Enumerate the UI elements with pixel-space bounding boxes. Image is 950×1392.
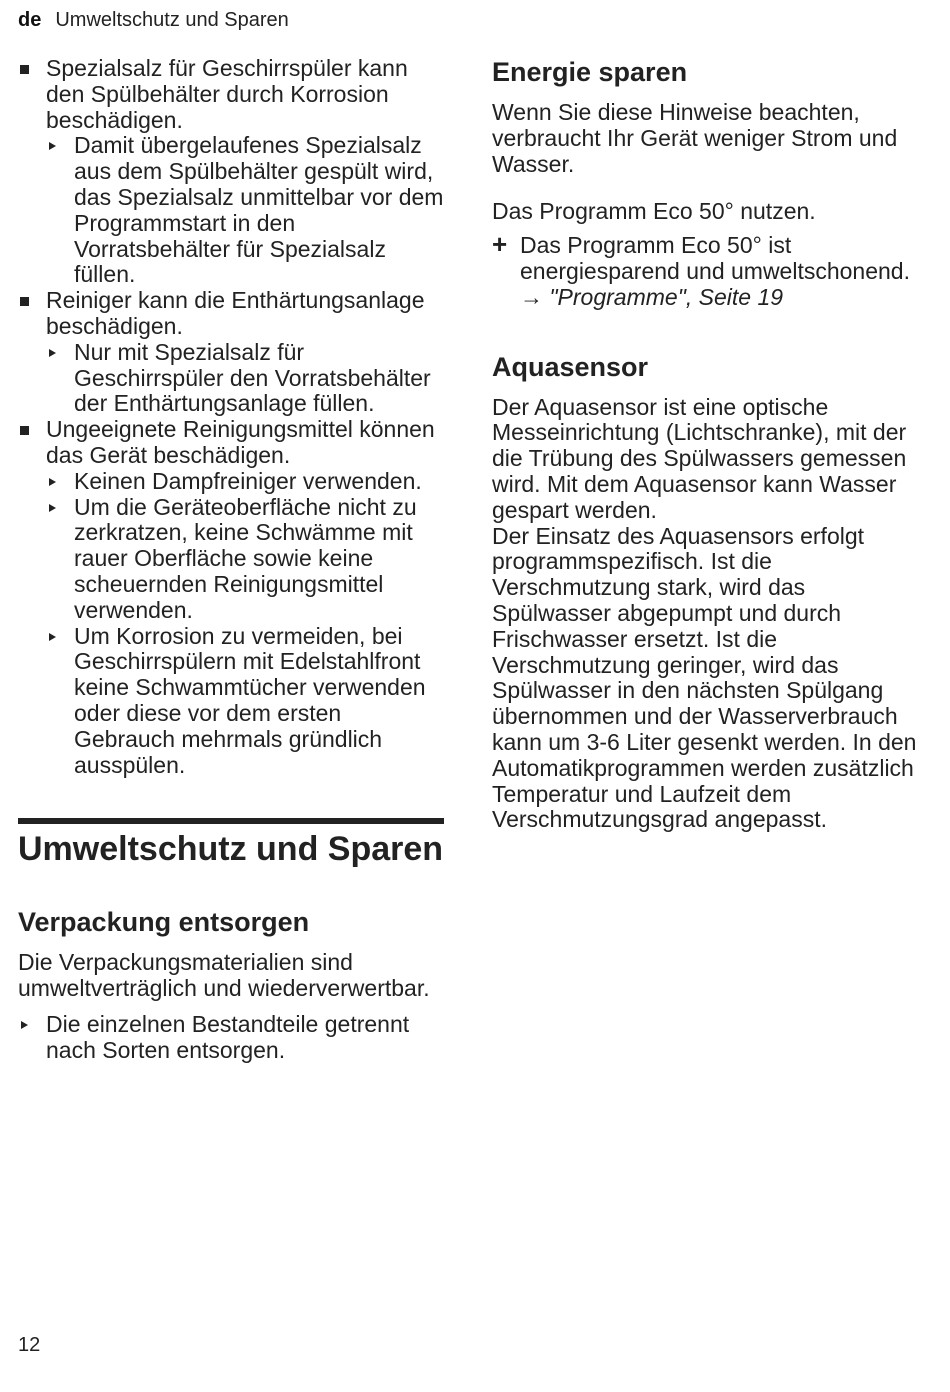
step-list xyxy=(18,469,444,779)
chapter-title: Umweltschutz und Sparen xyxy=(18,830,444,869)
page-number: 12 xyxy=(18,1334,41,1356)
verpackung-text: Die Verpackungsmaterialien sind umweltverträglich und wiederverwertbar. xyxy=(18,949,430,1002)
energie-benefit xyxy=(492,229,922,310)
section-title-verpackung: Verpackung entsorgen xyxy=(18,907,310,938)
verpackung-step: Die einzelnen Bestandteile getrennt nach Sorten entsorgen. xyxy=(18,1012,444,1064)
page-header xyxy=(18,8,289,32)
step-list xyxy=(18,133,444,288)
energie-tip: Das Programm Eco 50° nutzen. xyxy=(492,198,816,225)
warning-item: Spezialsalz für Geschirrspüler kann den Spülbehälter durch Korrosion beschädigen. xyxy=(18,56,444,133)
step-item: Keinen Dampfreiniger verwenden. xyxy=(46,469,444,495)
right-column xyxy=(492,56,922,833)
step-item: Nur mit Spezialsalz für Geschirrspüler den Vorratsbehälter der Enthärtungsanlage füllen. xyxy=(46,340,444,417)
cross-reference[interactable] xyxy=(520,285,922,311)
aquasensor-paragraph-1: Der Aquasensor ist eine optische Messeinrichtung (Lichtschranke), mit der die Trübung des Spülwassers gemessen wird. Mit dem Aquasensor kann Wasser gespart werden. xyxy=(492,393,907,523)
language-code: de xyxy=(18,9,42,31)
cross-reference-text[interactable]: "Programme", Seite 19 xyxy=(549,283,784,310)
step-list xyxy=(18,340,444,417)
plus-icon: + xyxy=(492,229,508,260)
arrow-right-icon: → xyxy=(520,283,543,310)
running-head: Umweltschutz und Sparen xyxy=(55,9,289,31)
warning-item: Reiniger kann die Enthärtungsanlage beschädigen. xyxy=(18,288,444,340)
energie-intro: Wenn Sie diese Hinweise beachten, verbraucht Ihr Gerät weniger Strom und Wasser. xyxy=(492,99,898,177)
section-title-aquasensor: Aquasensor xyxy=(492,351,649,382)
step-item: Um Korrosion zu vermeiden, bei Geschirrspülern mit Edelstahlfront keine Schwammtücher verwenden oder diese vor dem ersten Gebrauch mehrmals gründlich ausspülen. xyxy=(46,624,444,779)
aquasensor-paragraph-2: Der Einsatz des Aquasensors erfolgt programmspezifisch. Ist die Verschmutzung stark, wird das Spülwasser abgepumpt und durch Frischwasser ersetzt. Ist die Verschmutzung geringer, wird das Spülwasser in den nächsten Spülgang übernommen und der Wasserverbrauch kann um 3-6 Liter gesenkt werden. In den Automatikprogrammen werden zusätzlich Temperatur und Laufzeit dem Verschmutzungsgrad angepasst. xyxy=(492,522,917,833)
warning-item: Ungeeignete Reinigungsmittel können das Gerät beschädigen. xyxy=(18,417,444,469)
section-title-energie: Energie sparen xyxy=(492,57,688,87)
left-column xyxy=(18,56,444,1064)
benefit-text: Das Programm Eco 50° ist energiesparend und umweltschonend. xyxy=(520,232,910,284)
step-item: Damit übergelaufenes Spezialsalz aus dem Spülbehälter gespült wird, das Spezialsalz unmittelbar vor dem Programmstart in den Vorratsbehälter für Spezialsalz füllen. xyxy=(46,133,444,288)
chapter-divider xyxy=(18,818,444,824)
step-item: Um die Geräteoberfläche nicht zu zerkratzen, keine Schwämme mit rauer Oberfläche sowie keine scheuernden Reinigungsmittel verwenden. xyxy=(46,495,444,624)
